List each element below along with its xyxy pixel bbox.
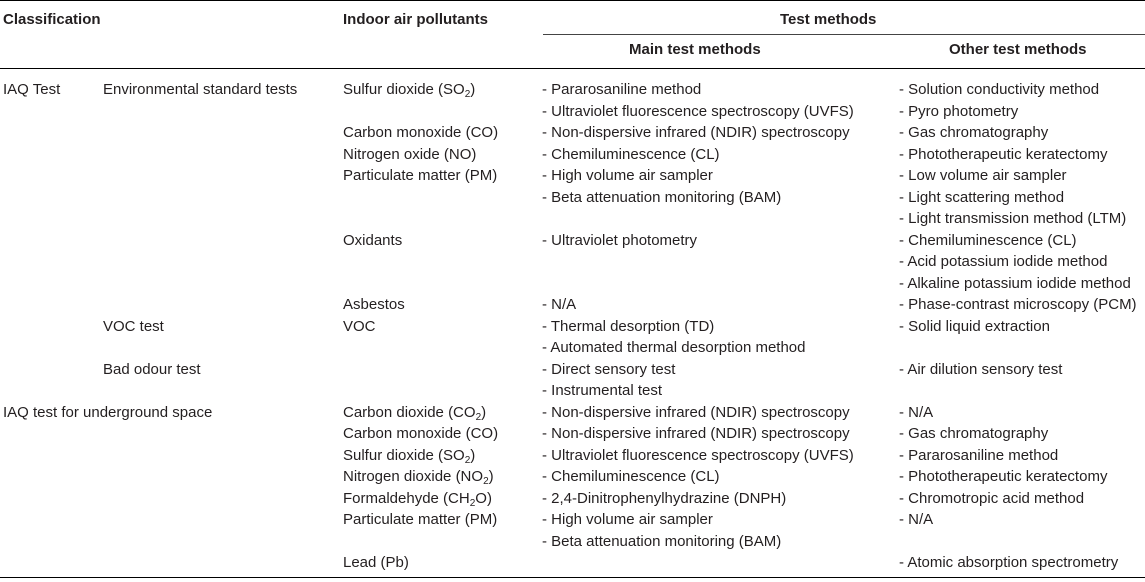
other-method-cell-text: - Phase-contrast microscopy (PCM) bbox=[899, 296, 1137, 313]
pollutant-cell-text: VOC bbox=[343, 317, 376, 335]
main-method-cell bbox=[542, 316, 714, 338]
pollutant-cell-text: Particulate matter (PM) bbox=[343, 167, 498, 184]
other-method-cell bbox=[899, 294, 1137, 316]
other-method-cell bbox=[899, 144, 1107, 166]
other-method-cell bbox=[899, 208, 1126, 230]
header-bottom-rule bbox=[0, 68, 1145, 69]
table-row bbox=[0, 144, 1145, 166]
table-row bbox=[0, 359, 1145, 381]
subclass-cell bbox=[103, 359, 201, 381]
pollutant-cell-text: Oxidants bbox=[343, 231, 403, 249]
main-method-cell bbox=[542, 122, 850, 144]
other-method-cell-text: - Acid potassium iodide method bbox=[899, 253, 1108, 270]
other-method-cell-text: - Phototherapeutic keratectomy bbox=[899, 468, 1108, 485]
pollutant-cell bbox=[343, 488, 492, 510]
table-row bbox=[0, 294, 1145, 316]
other-method-cell-text: - Light transmission method (LTM) bbox=[899, 210, 1127, 227]
other-method-cell bbox=[899, 273, 1131, 295]
other-method-cell-text: - Atomic absorption spectrometry bbox=[899, 554, 1119, 571]
pollutant-cell bbox=[343, 552, 409, 574]
main-method-cell-text: - High volume air sampler bbox=[542, 511, 713, 528]
subscript: 2 bbox=[464, 89, 471, 100]
table-row bbox=[0, 380, 1145, 402]
other-method-cell bbox=[899, 230, 1077, 252]
main-method-cell-text: - Pararosaniline method bbox=[542, 81, 702, 98]
subclass-cell-text: Bad odour test bbox=[103, 360, 201, 378]
main-method-cell-text: - Non-dispersive infrared (NDIR) spectroscopy bbox=[542, 425, 850, 442]
main-method-cell bbox=[542, 165, 713, 187]
main-method-cell bbox=[542, 380, 662, 402]
other-method-cell bbox=[899, 316, 1050, 338]
other-method-cell-text: - Phototherapeutic keratectomy bbox=[899, 145, 1108, 163]
table-row bbox=[0, 531, 1145, 553]
pollutant-cell bbox=[343, 445, 475, 467]
main-method-cell-text: - Non-dispersive infrared (NDIR) spectroscopy bbox=[542, 403, 850, 421]
other-method-cell bbox=[899, 165, 1067, 187]
other-method-cell bbox=[899, 122, 1048, 144]
other-method-cell-text: - Alkaline potassium iodide method bbox=[899, 274, 1131, 292]
main-method-cell-text: - Ultraviolet fluorescence spectroscopy (UVFS) bbox=[542, 102, 854, 120]
other-method-cell-text: - Solid liquid extraction bbox=[899, 317, 1050, 335]
main-method-cell bbox=[542, 79, 701, 101]
pollutant-cell-tail: ) bbox=[481, 403, 487, 421]
classification-cell bbox=[3, 402, 212, 424]
main-method-cell-text: - Beta attenuation monitoring (BAM) bbox=[542, 532, 782, 550]
other-method-cell-text: - Gas chromatography bbox=[899, 425, 1049, 442]
main-method-cell-text: - Chemiluminescence (CL) bbox=[542, 145, 720, 163]
main-method-cell-text: - N/A bbox=[542, 296, 577, 313]
test-methods-rule bbox=[543, 34, 1145, 35]
classification-cell-text: IAQ test for underground space bbox=[3, 403, 213, 421]
pollutant-cell bbox=[343, 509, 497, 531]
subscript: 2 bbox=[464, 454, 471, 466]
other-method-cell-text: - Gas chromatography bbox=[899, 124, 1049, 141]
header-other-methods: Other test methods bbox=[949, 41, 1087, 58]
other-method-cell bbox=[899, 445, 1058, 467]
other-method-cell bbox=[899, 402, 933, 424]
main-method-cell bbox=[542, 187, 781, 209]
main-method-cell-text: - Instrumental test bbox=[542, 382, 663, 399]
pollutant-cell bbox=[343, 79, 475, 101]
other-method-cell-text: - Air dilution sensory test bbox=[899, 360, 1063, 378]
other-method-cell bbox=[899, 251, 1107, 273]
pollutant-cell-tail: O) bbox=[475, 489, 492, 507]
pollutant-cell-text: Particulate matter (PM) bbox=[343, 511, 498, 528]
other-method-cell-text: - Low volume air sampler bbox=[899, 167, 1067, 184]
pollutant-cell bbox=[343, 294, 405, 316]
other-method-cell bbox=[899, 423, 1048, 445]
main-method-cell bbox=[542, 144, 720, 166]
main-method-cell bbox=[542, 230, 697, 252]
main-method-cell-text: - Non-dispersive infrared (NDIR) spectroscopy bbox=[542, 124, 850, 141]
classification-cell bbox=[3, 79, 60, 101]
other-method-cell bbox=[899, 359, 1062, 381]
main-method-cell bbox=[542, 101, 854, 123]
table-row bbox=[0, 208, 1145, 230]
main-method-cell bbox=[542, 466, 720, 488]
pollutant-cell bbox=[343, 122, 498, 144]
other-method-cell-text: - Light scattering method bbox=[899, 188, 1065, 206]
pollutant-cell-text: Carbon monoxide (CO) bbox=[343, 124, 499, 141]
table-row bbox=[0, 488, 1145, 510]
other-method-cell-text: - Solution conductivity method bbox=[899, 81, 1100, 98]
main-method-cell-text: - 2,4-Dinitrophenylhydrazine (DNPH) bbox=[542, 489, 787, 507]
pollutant-cell bbox=[343, 316, 376, 338]
pollutant-cell-text: Sulfur dioxide (SO bbox=[343, 81, 465, 98]
other-method-cell bbox=[899, 187, 1064, 209]
other-method-cell bbox=[899, 466, 1107, 488]
subscript: 2 bbox=[469, 497, 476, 509]
table-row bbox=[0, 122, 1145, 144]
subclass-cell-text: VOC test bbox=[103, 317, 164, 335]
table-row bbox=[0, 466, 1145, 488]
header-main-methods: Main test methods bbox=[629, 41, 761, 58]
table-row bbox=[0, 509, 1145, 531]
main-method-cell bbox=[542, 402, 850, 424]
top-rule bbox=[0, 0, 1145, 1]
table-row bbox=[0, 187, 1145, 209]
classification-cell-text: IAQ Test bbox=[3, 81, 61, 98]
table-row bbox=[0, 230, 1145, 252]
pollutant-cell-tail: ) bbox=[470, 81, 476, 98]
main-method-cell-text: - Automated thermal desorption method bbox=[542, 339, 806, 356]
pollutant-cell-text: Formaldehyde (CH bbox=[343, 489, 470, 507]
pollutant-cell-text: Asbestos bbox=[343, 296, 405, 313]
pollutant-cell-tail: ) bbox=[470, 446, 476, 464]
other-method-cell-text: - N/A bbox=[899, 403, 934, 421]
table-row bbox=[0, 552, 1145, 574]
table-row bbox=[0, 423, 1145, 445]
main-method-cell bbox=[542, 294, 576, 316]
other-method-cell-text: - Chemiluminescence (CL) bbox=[899, 231, 1077, 249]
main-method-cell-text: - High volume air sampler bbox=[542, 167, 713, 184]
pollutant-cell-text: Carbon monoxide (CO) bbox=[343, 425, 499, 442]
subclass-cell bbox=[103, 316, 164, 338]
pollutant-cell-text: Carbon dioxide (CO bbox=[343, 403, 476, 421]
other-method-cell-text: - Pyro photometry bbox=[899, 102, 1019, 120]
other-method-cell bbox=[899, 79, 1099, 101]
table-row bbox=[0, 101, 1145, 123]
other-method-cell bbox=[899, 509, 933, 531]
main-method-cell bbox=[542, 359, 675, 381]
other-method-cell-text: - Pararosaniline method bbox=[899, 446, 1059, 464]
table-row bbox=[0, 445, 1145, 467]
main-method-cell bbox=[542, 423, 850, 445]
pollutant-cell bbox=[343, 165, 497, 187]
header-test-methods: Test methods bbox=[780, 11, 877, 28]
other-method-cell bbox=[899, 488, 1084, 510]
bottom-rule bbox=[0, 577, 1145, 578]
main-method-cell bbox=[542, 531, 781, 553]
pollutant-cell-text: Nitrogen oxide (NO) bbox=[343, 145, 477, 163]
subclass-cell bbox=[103, 79, 297, 101]
main-method-cell-text: - Ultraviolet fluorescence spectroscopy (UVFS) bbox=[542, 446, 854, 464]
header-pollutants: Indoor air pollutants bbox=[343, 11, 488, 28]
table-row bbox=[0, 165, 1145, 187]
table-body bbox=[0, 79, 1145, 574]
main-method-cell-text: - Thermal desorption (TD) bbox=[542, 317, 715, 335]
main-method-cell-text: - Beta attenuation monitoring (BAM) bbox=[542, 188, 782, 206]
subscript: 2 bbox=[475, 411, 482, 423]
header-classification: Classification bbox=[3, 11, 101, 28]
other-method-cell-text: - Chromotropic acid method bbox=[899, 489, 1085, 507]
table-row bbox=[0, 337, 1145, 359]
other-method-cell bbox=[899, 101, 1018, 123]
other-method-cell bbox=[899, 552, 1118, 574]
subclass-cell-text: Environmental standard tests bbox=[103, 81, 298, 98]
pollutant-cell bbox=[343, 144, 476, 166]
pollutant-cell-text: Nitrogen dioxide (NO bbox=[343, 468, 484, 485]
pollutant-cell-text: Lead (Pb) bbox=[343, 554, 409, 571]
other-method-cell-text: - N/A bbox=[899, 511, 934, 528]
main-method-cell bbox=[542, 445, 854, 467]
table-row bbox=[0, 79, 1145, 101]
pollutant-cell-text: Sulfur dioxide (SO bbox=[343, 446, 465, 464]
main-method-cell-text: - Direct sensory test bbox=[542, 360, 676, 378]
main-method-cell bbox=[542, 337, 805, 359]
table-row bbox=[0, 402, 1145, 424]
main-method-cell-text: - Chemiluminescence (CL) bbox=[542, 468, 720, 485]
main-method-cell bbox=[542, 488, 786, 510]
table-row bbox=[0, 273, 1145, 295]
main-method-cell-text: - Ultraviolet photometry bbox=[542, 231, 698, 249]
table-row bbox=[0, 316, 1145, 338]
subscript: 2 bbox=[483, 476, 489, 487]
pollutant-cell-tail: ) bbox=[488, 468, 494, 485]
pollutant-cell bbox=[343, 230, 402, 252]
pollutant-cell bbox=[343, 423, 498, 445]
main-method-cell bbox=[542, 509, 713, 531]
table-row bbox=[0, 251, 1145, 273]
pollutant-cell bbox=[343, 402, 486, 424]
pollutant-cell bbox=[343, 466, 494, 488]
